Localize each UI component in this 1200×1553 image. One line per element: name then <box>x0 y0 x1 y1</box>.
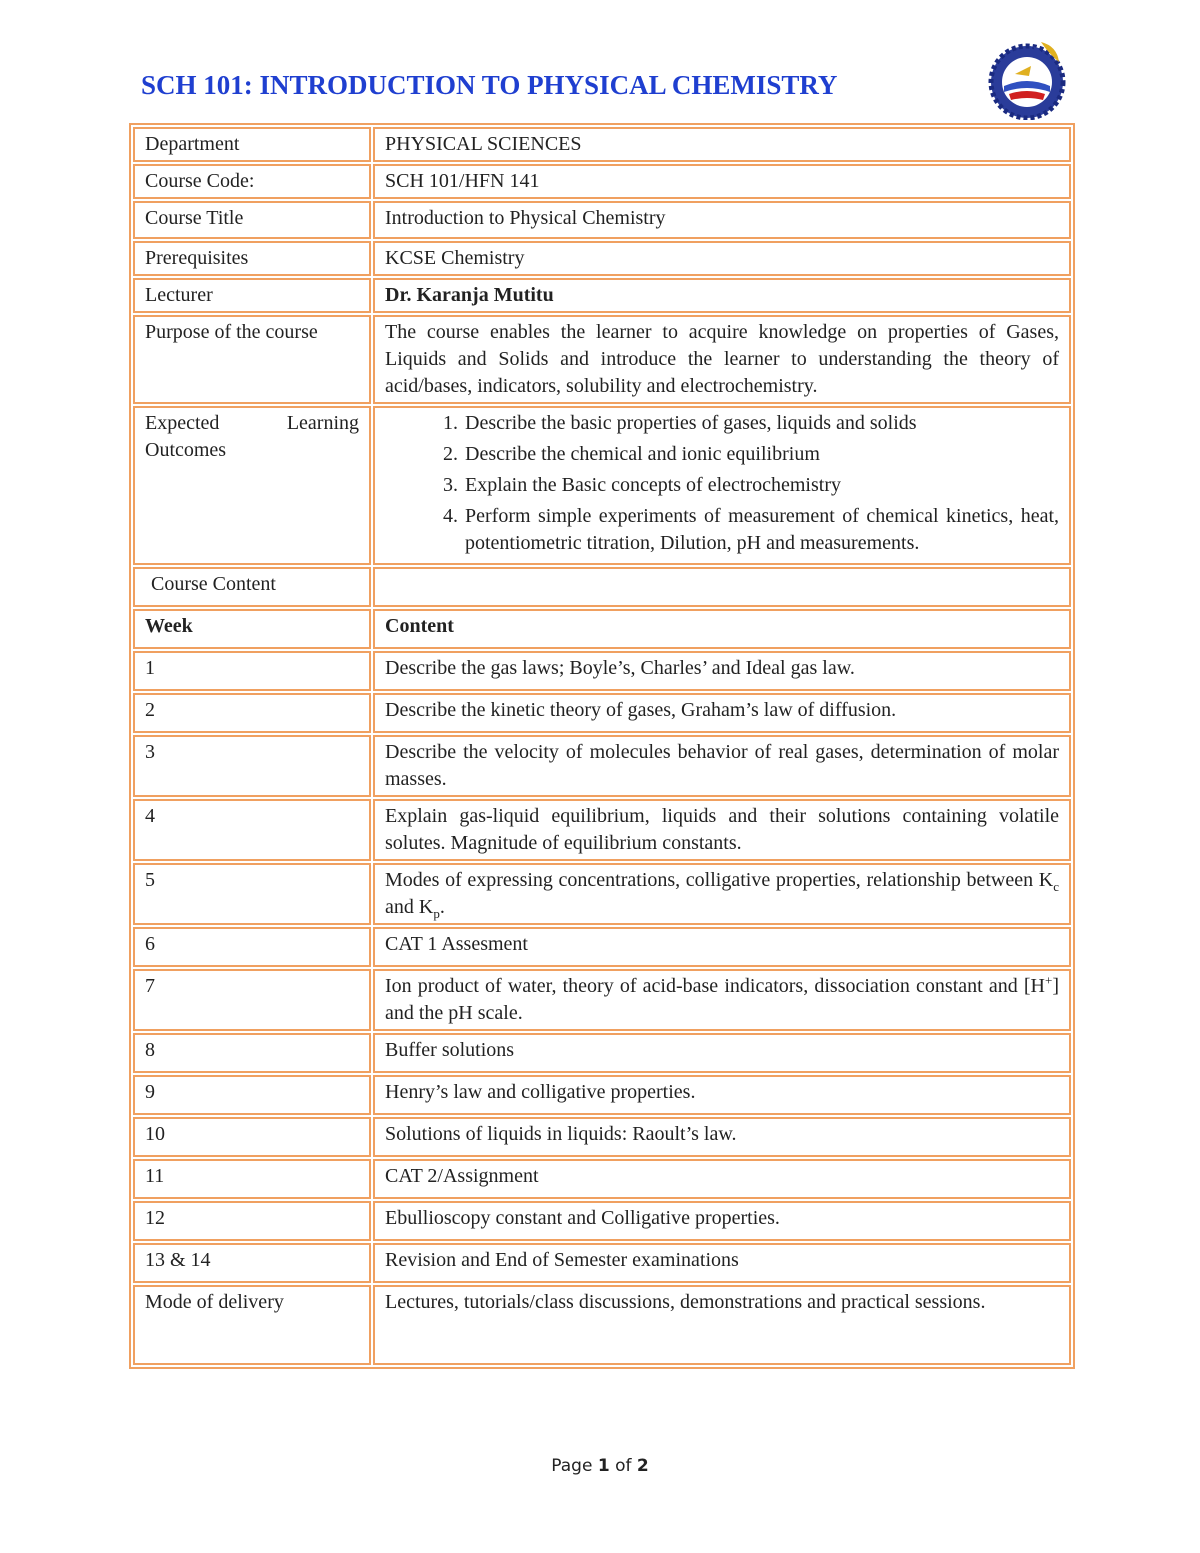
table-row <box>133 863 1071 925</box>
row-value: SCH 101/HFN 141 <box>373 164 1071 199</box>
table-row <box>133 1243 1071 1283</box>
course-content-label: Course Content <box>133 567 371 607</box>
week-number: 8 <box>133 1033 371 1073</box>
list-item: 4. Perform simple experiments of measurement of chemical kinetics, heat, potentiometric titration, Dilution, pH and measurements. <box>463 503 1059 557</box>
row-label: Lecturer <box>133 278 371 313</box>
week-content: CAT 1 Assesment <box>373 927 1071 967</box>
page-title: SCH 101: INTRODUCTION TO PHYSICAL CHEMISTRY <box>141 70 838 100</box>
week-content: Henry’s law and colligative properties. <box>373 1075 1071 1115</box>
list-item: 3. Explain the Basic concepts of electrochemistry <box>463 472 1059 499</box>
table-row <box>133 1285 1071 1365</box>
week-content: Modes of expressing concentrations, colligative properties, relationship between $K_c$ and $K_p$. <box>373 863 1071 925</box>
week-number: 12 <box>133 1201 371 1241</box>
week-number: 1 <box>133 651 371 691</box>
table-row <box>133 1117 1071 1157</box>
empty-cell <box>373 567 1071 607</box>
table-row <box>133 315 1071 404</box>
list-item: 2. Describe the chemical and ionic equilibrium <box>463 441 1059 468</box>
university-logo <box>985 36 1069 120</box>
week-number: 11 <box>133 1159 371 1199</box>
week-number: 6 <box>133 927 371 967</box>
table-row <box>133 1033 1071 1073</box>
week-number: 2 <box>133 693 371 733</box>
week-content: Buffer solutions <box>373 1033 1071 1073</box>
week-content: Explain gas-liquid equilibrium, liquids and their solutions containing volatile solutes. Magnitude of equilibrium constants. <box>373 799 1071 861</box>
week-number: 7 <box>133 969 371 1031</box>
row-label: Course Code: <box>133 164 371 199</box>
week-number: 9 <box>133 1075 371 1115</box>
table-row <box>133 164 1071 199</box>
course-outline-table <box>129 123 1075 1369</box>
week-content: Ion product of water, theory of acid-base indicators, dissociation constant and [H+] and the pH scale. <box>373 969 1071 1031</box>
row-label: Prerequisites <box>133 241 371 276</box>
delivery-label: Mode of delivery <box>133 1285 371 1365</box>
table-row <box>133 1159 1071 1199</box>
outcomes-label: Expected Learning Outcomes <box>133 406 371 565</box>
table-row <box>133 799 1071 861</box>
outcomes-list-cell <box>373 406 1071 565</box>
delivery-value: Lectures, tutorials/class discussions, demonstrations and practical sessions. <box>373 1285 1071 1365</box>
table-row <box>133 201 1071 239</box>
week-content: Describe the gas laws; Boyle’s, Charles’ and Ideal gas law. <box>373 651 1071 691</box>
table-row <box>133 735 1071 797</box>
table-row <box>133 651 1071 691</box>
schedule-header-row <box>133 609 1071 649</box>
table-row <box>133 567 1071 607</box>
row-value: Introduction to Physical Chemistry <box>373 201 1071 239</box>
week-number: 5 <box>133 863 371 925</box>
week-number: 4 <box>133 799 371 861</box>
row-label: Department <box>133 127 371 162</box>
row-label: Course Title <box>133 201 371 239</box>
row-value: PHYSICAL SCIENCES <box>373 127 1071 162</box>
week-number: 13 & 14 <box>133 1243 371 1283</box>
table-row <box>133 406 1071 565</box>
week-content: Describe the velocity of molecules behavior of real gases, determination of molar masses. <box>373 735 1071 797</box>
table-row <box>133 1201 1071 1241</box>
row-label: Purpose of the course <box>133 315 371 404</box>
week-header: Week <box>133 609 371 649</box>
course-purpose: The course enables the learner to acquire knowledge on properties of Gases, Liquids and Solids and introduce the learner to understanding the theory of acid/bases, indicators, solubility and electrochemistry. <box>373 315 1071 404</box>
week-content: CAT 2/Assignment <box>373 1159 1071 1199</box>
page-footer: Page 1 of 2 <box>551 1456 649 1476</box>
table-row <box>133 927 1071 967</box>
week-content: Solutions of liquids in liquids: Raoult’s law. <box>373 1117 1071 1157</box>
table-row <box>133 1075 1071 1115</box>
week-content: Describe the kinetic theory of gases, Graham’s law of diffusion. <box>373 693 1071 733</box>
week-number: 3 <box>133 735 371 797</box>
week-number: 10 <box>133 1117 371 1157</box>
lecturer-name: Dr. Karanja Mutitu <box>373 278 1071 313</box>
row-value: KCSE Chemistry <box>373 241 1071 276</box>
table-row <box>133 969 1071 1031</box>
table-row <box>133 278 1071 313</box>
week-content: Revision and End of Semester examinations <box>373 1243 1071 1283</box>
table-row <box>133 693 1071 733</box>
table-row <box>133 241 1071 276</box>
content-header: Content <box>373 609 1071 649</box>
week-content: Ebullioscopy constant and Colligative properties. <box>373 1201 1071 1241</box>
outcomes-list <box>385 410 1059 557</box>
list-item: 1. Describe the basic properties of gases, liquids and solids <box>463 410 1059 437</box>
table-row <box>133 127 1071 162</box>
